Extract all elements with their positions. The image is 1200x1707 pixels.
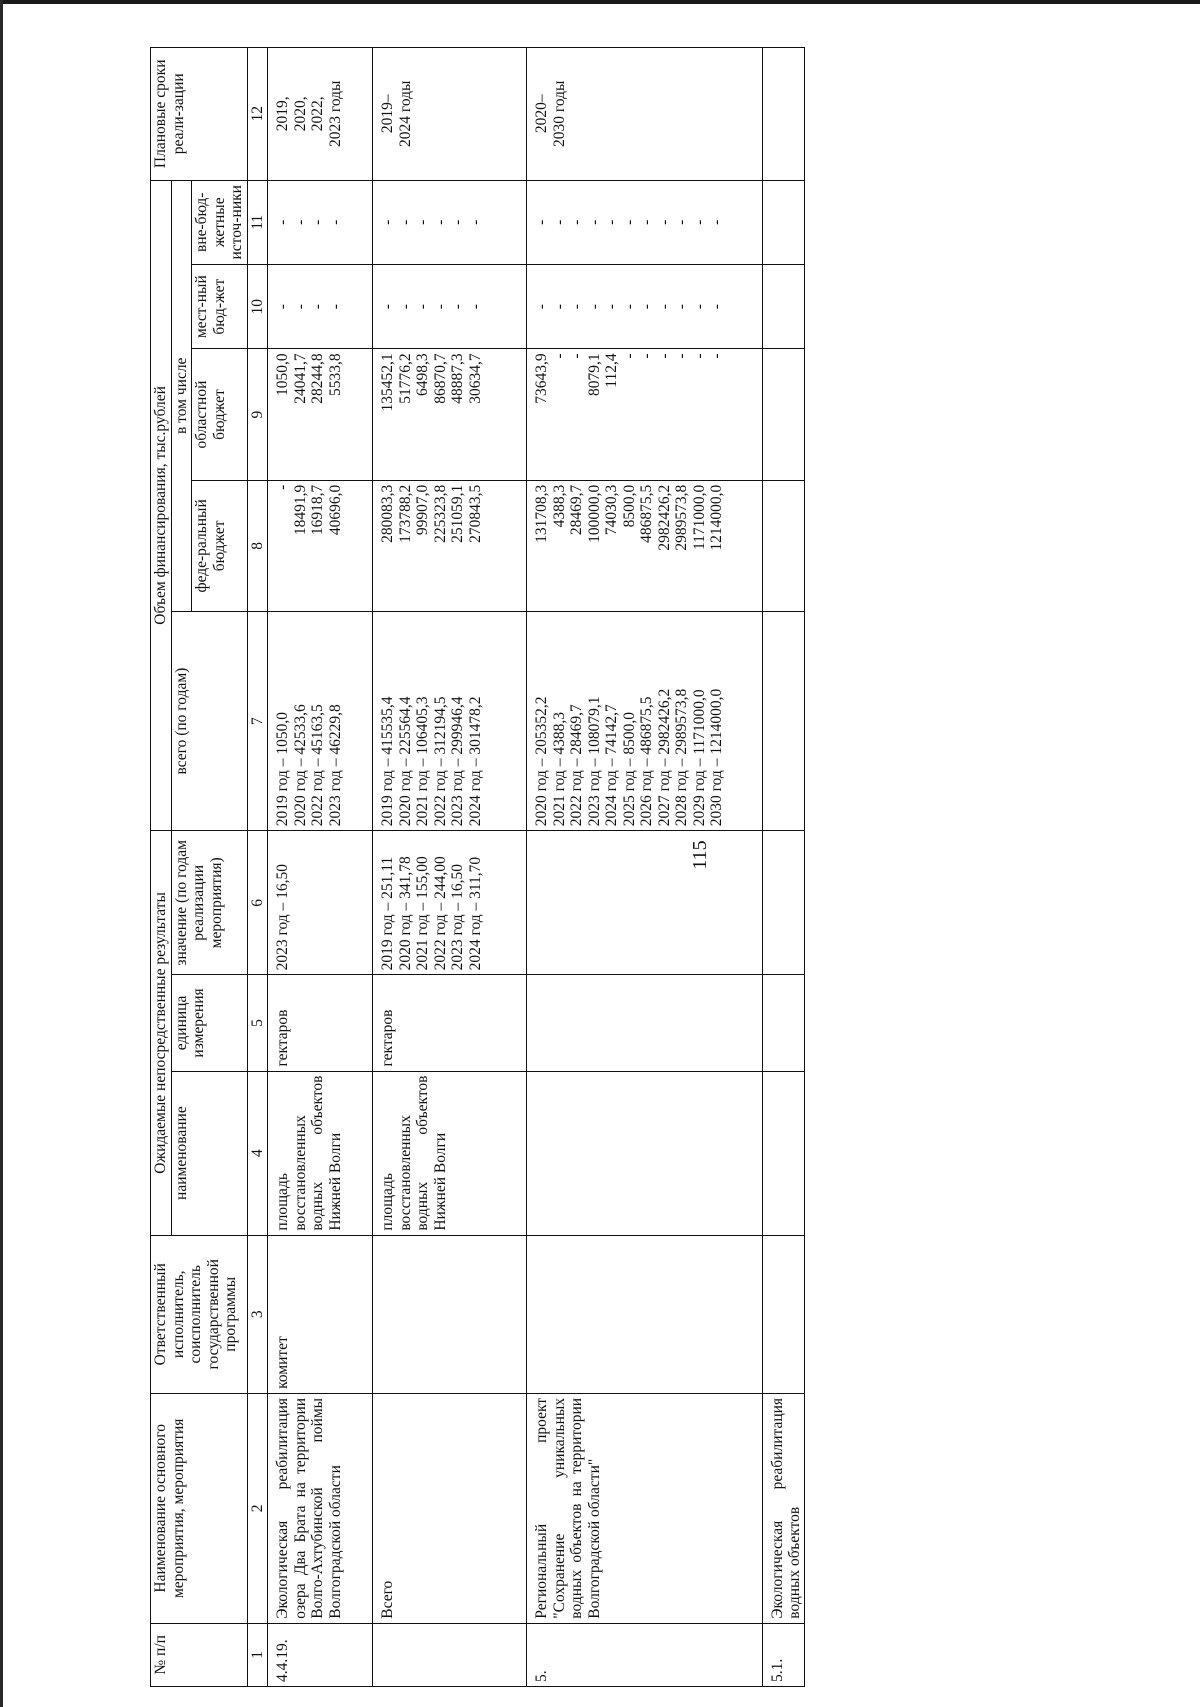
cell-local bbox=[527, 265, 763, 349]
column-number: 12 bbox=[247, 48, 268, 181]
cell-federal-line: 1214000,0 bbox=[708, 484, 725, 551]
column-number: 7 bbox=[247, 612, 268, 831]
cell-executor bbox=[527, 1235, 763, 1393]
cell-terms-line: 2019, bbox=[274, 96, 291, 132]
cell-regional bbox=[373, 349, 527, 480]
cell-regional-line: 112,4 bbox=[603, 353, 620, 388]
cell-total-line: 2021 год – 106405,3 bbox=[414, 696, 431, 827]
table-row bbox=[268, 48, 373, 1687]
cell-regional-line: 30634,7 bbox=[466, 353, 484, 404]
cell-extra bbox=[373, 180, 527, 264]
cell-total-line: 2020 год – 225564,4 bbox=[396, 696, 414, 827]
cell-federal-line: 99907,0 bbox=[414, 484, 431, 536]
header-col-name: Наименование основного мероприятия, мероприятия bbox=[151, 1393, 248, 1623]
cell-federal-line: 270843,5 bbox=[466, 484, 484, 543]
header-subgroup-incl: в том числе bbox=[171, 180, 192, 611]
column-number: 10 bbox=[247, 265, 268, 349]
column-number: 2 bbox=[247, 1393, 268, 1623]
cell-values-line: 2024 год – 311,70 bbox=[466, 856, 484, 971]
cell-federal-line: 16918,7 bbox=[309, 484, 326, 536]
cell-regional-line: - bbox=[638, 353, 655, 359]
cell-local-line: - bbox=[638, 304, 655, 310]
column-number: 11 bbox=[247, 180, 268, 264]
cell-local-line: - bbox=[466, 304, 484, 310]
table-row bbox=[527, 48, 763, 1687]
cell-local-line: - bbox=[533, 304, 550, 310]
cell-total bbox=[373, 612, 527, 831]
header-group-results: Ожидаемые непосредственные результаты bbox=[151, 831, 172, 1235]
header-col-extra: вне-бюд-жетные источ-ники bbox=[192, 180, 248, 264]
cell-extra-line: - bbox=[449, 219, 466, 225]
cell-extra bbox=[268, 180, 373, 264]
cell-values bbox=[762, 831, 804, 975]
cell-result-name: площадь восстановленных водных объектов Нижней Волги bbox=[268, 1071, 373, 1235]
header-col-unit: единица измерения bbox=[171, 975, 247, 1071]
cell-extra-line: - bbox=[550, 219, 568, 225]
cell-federal-line: 131708,3 bbox=[533, 484, 550, 543]
cell-executor: комитет bbox=[268, 1235, 373, 1393]
cell-federal-line: 100000,0 bbox=[585, 484, 603, 543]
header-group-finance: Объем финансирования, тыс.рублей bbox=[151, 180, 172, 831]
cell-result-name bbox=[762, 1071, 804, 1235]
cell-terms-line: 2022, bbox=[309, 96, 326, 132]
cell-num: 5.1. bbox=[762, 1623, 804, 1686]
cell-values-line: 2021 год – 155,00 bbox=[414, 856, 431, 971]
cell-regional-line: - bbox=[690, 353, 708, 359]
cell-federal-line: 280083,3 bbox=[379, 484, 396, 543]
cell-values-line: 2023 год – 16,50 bbox=[274, 863, 291, 971]
column-number: 5 bbox=[247, 975, 268, 1071]
cell-federal bbox=[268, 480, 373, 611]
cell-local-line: - bbox=[291, 304, 309, 310]
cell-regional-line: - bbox=[655, 353, 673, 359]
cell-local-line: - bbox=[396, 304, 414, 310]
cell-total-line: 2024 год – 74142,7 bbox=[603, 704, 620, 827]
cell-extra-line: - bbox=[690, 219, 708, 225]
cell-executor bbox=[762, 1235, 804, 1393]
cell-total-line: 2023 год – 108079,1 bbox=[585, 696, 603, 827]
cell-local-line: - bbox=[655, 304, 673, 310]
cell-terms bbox=[527, 48, 763, 181]
cell-local-line: - bbox=[568, 304, 585, 310]
column-number: 4 bbox=[247, 1071, 268, 1235]
page-number: 115 bbox=[689, 840, 711, 870]
header-col-local: мест-ный бюд-жет bbox=[192, 265, 248, 349]
header-col-num: № п/п bbox=[151, 1623, 248, 1686]
cell-regional-line: 6498,3 bbox=[414, 353, 431, 397]
cell-local-line: - bbox=[620, 304, 638, 310]
cell-terms-line: 2024 годы bbox=[396, 80, 414, 148]
cell-values-line: 2020 год – 341,78 bbox=[396, 856, 414, 971]
cell-values-line: 2022 год – 244,00 bbox=[431, 856, 449, 971]
cell-federal-line: 40696,0 bbox=[326, 484, 344, 536]
cell-local-line: - bbox=[708, 304, 725, 310]
table-header bbox=[151, 48, 268, 1687]
cell-extra bbox=[527, 180, 763, 264]
cell-federal-line: - bbox=[274, 484, 291, 490]
cell-regional-line: 5533,8 bbox=[326, 353, 344, 397]
column-number: 8 bbox=[247, 480, 268, 611]
cell-local-line: - bbox=[585, 304, 603, 310]
cell-name: Экологическая реабилитация озера Два Брата на территории Волго-Ахтубинской поймы Волгоградской области bbox=[268, 1393, 373, 1623]
cell-total-line: 2030 год – 1214000,0 bbox=[708, 688, 725, 827]
cell-total-line: 2022 год – 312194,5 bbox=[431, 696, 449, 827]
cell-total-line: 2021 год – 4388,3 bbox=[550, 712, 568, 827]
cell-regional bbox=[268, 349, 373, 480]
column-number: 1 bbox=[247, 1623, 268, 1686]
cell-regional-line: 73643,9 bbox=[533, 353, 550, 404]
cell-regional-line: - bbox=[708, 353, 725, 359]
column-number: 9 bbox=[247, 349, 268, 480]
cell-local-line: - bbox=[431, 304, 449, 310]
cell-local-line: - bbox=[603, 304, 620, 310]
cell-local bbox=[762, 265, 804, 349]
cell-federal-line: 2982426,2 bbox=[655, 484, 673, 551]
cell-total-line: 2022 год – 28469,7 bbox=[568, 704, 585, 827]
cell-extra-line: - bbox=[673, 219, 690, 225]
cell-local-line: - bbox=[690, 304, 708, 310]
rotated-page-content bbox=[150, 47, 1154, 1687]
cell-extra-line: - bbox=[708, 219, 725, 225]
cell-extra-line: - bbox=[533, 219, 550, 225]
cell-name: Экологическая реабилитация водных объектов bbox=[762, 1393, 804, 1623]
cell-federal-line: 251059,1 bbox=[449, 484, 466, 543]
cell-federal-line: 4388,3 bbox=[550, 484, 568, 528]
cell-regional-line: 48887,3 bbox=[449, 353, 466, 404]
cell-regional-line: 1050,0 bbox=[274, 353, 291, 397]
scan-edge-top bbox=[0, 0, 1200, 4]
cell-local bbox=[373, 265, 527, 349]
cell-extra-line: - bbox=[396, 219, 414, 225]
cell-extra-line: - bbox=[655, 219, 673, 225]
cell-federal bbox=[762, 480, 804, 611]
cell-federal bbox=[527, 480, 763, 611]
cell-federal-line: 2989573,8 bbox=[673, 484, 690, 551]
financing-table bbox=[150, 47, 805, 1687]
cell-regional-line: 51776,2 bbox=[396, 353, 414, 404]
cell-regional-line: 8079,1 bbox=[585, 353, 603, 397]
table-row bbox=[762, 48, 804, 1687]
cell-federal-line: 8500,0 bbox=[620, 484, 638, 528]
cell-regional-line: 24041,7 bbox=[291, 353, 309, 404]
scan-edge-left bbox=[0, 0, 3, 1707]
cell-total-line: 2023 год – 46229,8 bbox=[326, 704, 344, 827]
cell-federal-line: 1171000,0 bbox=[690, 484, 708, 551]
header-col-result-name: наименование bbox=[171, 1071, 247, 1235]
cell-total-line: 2019 год – 415535,4 bbox=[379, 696, 396, 827]
cell-total-line: 2025 год – 8500,0 bbox=[620, 712, 638, 827]
cell-extra-line: - bbox=[291, 219, 309, 225]
cell-regional-line: - bbox=[550, 353, 568, 359]
cell-terms bbox=[268, 48, 373, 181]
cell-local-line: - bbox=[414, 304, 431, 310]
cell-terms-line: 2020, bbox=[291, 96, 309, 132]
cell-regional bbox=[527, 349, 763, 480]
cell-unit: гектаров bbox=[268, 975, 373, 1071]
cell-extra bbox=[762, 180, 804, 264]
cell-values-line: 2019 год – 251,11 bbox=[379, 856, 396, 971]
cell-extra-line: - bbox=[309, 219, 326, 225]
cell-regional bbox=[762, 349, 804, 480]
cell-regional-line: 135452,1 bbox=[379, 353, 396, 412]
cell-num: 5. bbox=[527, 1623, 763, 1686]
cell-total-line: 2019 год – 1050,0 bbox=[274, 712, 291, 827]
cell-terms-line: 2019– bbox=[379, 94, 396, 134]
cell-local bbox=[268, 265, 373, 349]
header-col-regional: областной бюджет bbox=[192, 349, 248, 480]
cell-local-line: - bbox=[309, 304, 326, 310]
cell-regional-line: - bbox=[568, 353, 585, 359]
header-col-federal: феде-ральный бюджет bbox=[192, 480, 248, 611]
cell-total bbox=[762, 612, 804, 831]
cell-federal-line: 74030,3 bbox=[603, 484, 620, 536]
header-col-value: значение (по годам реализации мероприятия) bbox=[171, 831, 247, 975]
cell-total-line: 2028 год – 2989573,8 bbox=[673, 688, 690, 827]
cell-name: Всего bbox=[373, 1393, 527, 1623]
cell-federal bbox=[373, 480, 527, 611]
cell-extra-line: - bbox=[568, 219, 585, 225]
cell-regional-line: 86870,7 bbox=[431, 353, 449, 404]
cell-total-line: 2026 год – 486875,5 bbox=[638, 696, 655, 827]
cell-total-line: 2027 год – 2982426,2 bbox=[655, 688, 673, 827]
cell-local-line: - bbox=[673, 304, 690, 310]
cell-extra-line: - bbox=[414, 219, 431, 225]
cell-local-line: - bbox=[326, 304, 344, 310]
cell-extra-line: - bbox=[326, 219, 344, 225]
cell-total bbox=[268, 612, 373, 831]
header-col-executor: Ответственный исполнитель, соисполнитель государственной программы bbox=[151, 1235, 248, 1393]
cell-local-line: - bbox=[274, 304, 291, 310]
cell-terms-line: 2020– bbox=[533, 94, 550, 134]
cell-extra-line: - bbox=[603, 219, 620, 225]
cell-unit bbox=[527, 975, 763, 1071]
cell-regional-line: - bbox=[673, 353, 690, 359]
column-number: 3 bbox=[247, 1235, 268, 1393]
cell-num: 4.4.19. bbox=[268, 1623, 373, 1686]
cell-federal-line: 225323,8 bbox=[431, 484, 449, 543]
column-number: 6 bbox=[247, 831, 268, 975]
cell-unit bbox=[762, 975, 804, 1071]
cell-local-line: - bbox=[449, 304, 466, 310]
cell-result-name bbox=[527, 1071, 763, 1235]
cell-total-line: 2020 год – 205352,2 bbox=[533, 696, 550, 827]
column-number-row bbox=[247, 48, 268, 1687]
cell-federal-line: 18491,9 bbox=[291, 484, 309, 536]
header-col-terms: Плановые сроки реали-зации bbox=[151, 48, 248, 181]
cell-num bbox=[373, 1623, 527, 1686]
cell-terms-line: 2023 годы bbox=[326, 80, 344, 148]
cell-terms-line: 2030 годы bbox=[550, 80, 568, 148]
cell-total-line: 2029 год – 1171000,0 bbox=[690, 689, 708, 827]
cell-terms bbox=[762, 48, 804, 181]
cell-extra-line: - bbox=[466, 219, 484, 225]
cell-total-line: 2023 год – 299946,4 bbox=[449, 696, 466, 827]
cell-regional-line: - bbox=[620, 353, 638, 359]
cell-total-line: 2020 год – 42533,6 bbox=[291, 704, 309, 827]
cell-total-line: 2024 год – 301478,2 bbox=[466, 696, 484, 827]
cell-values bbox=[527, 831, 763, 975]
cell-extra-line: - bbox=[379, 219, 396, 225]
cell-extra-line: - bbox=[638, 219, 655, 225]
cell-values-line: 2023 год – 16,50 bbox=[449, 863, 466, 971]
cell-extra-line: - bbox=[274, 219, 291, 225]
cell-total-line: 2022 год – 45163,5 bbox=[309, 704, 326, 827]
table-body bbox=[268, 48, 805, 1687]
cell-values bbox=[268, 831, 373, 975]
cell-local-line: - bbox=[550, 304, 568, 310]
cell-terms bbox=[373, 48, 527, 181]
cell-regional-line: 28244,8 bbox=[309, 353, 326, 404]
cell-values bbox=[373, 831, 527, 975]
cell-federal-line: 486875,5 bbox=[638, 484, 655, 543]
cell-total bbox=[527, 612, 763, 831]
cell-extra-line: - bbox=[620, 219, 638, 225]
table-row bbox=[373, 48, 527, 1687]
cell-executor bbox=[373, 1235, 527, 1393]
cell-extra-line: - bbox=[431, 219, 449, 225]
cell-federal-line: 28469,7 bbox=[568, 484, 585, 536]
cell-federal-line: 173788,2 bbox=[396, 484, 414, 543]
cell-local-line: - bbox=[379, 304, 396, 310]
cell-result-name: площадь восстановленных водных объектов Нижней Волги bbox=[373, 1071, 527, 1235]
header-col-total: всего (по годам) bbox=[171, 612, 247, 831]
cell-name: Региональный проект "Сохранение уникальных водных объектов на территории Волгоградской области" bbox=[527, 1393, 763, 1623]
cell-extra-line: - bbox=[585, 219, 603, 225]
cell-unit: гектаров bbox=[373, 975, 527, 1071]
